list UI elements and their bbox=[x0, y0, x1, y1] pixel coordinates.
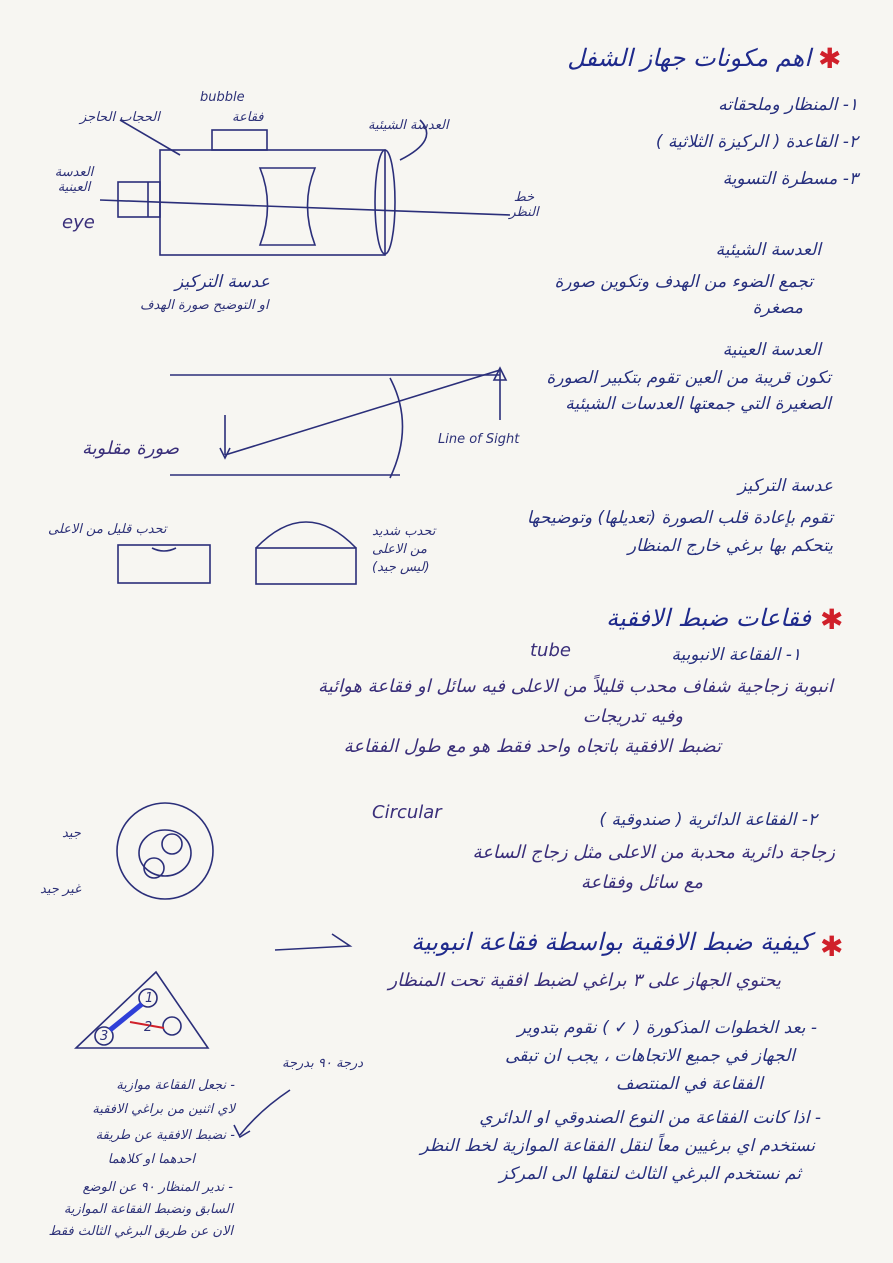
tube-bubble-line-1: انبوبة زجاجية شفاف محدب قليلاً من الاعلى فيه سائل او فقاعة هوائية bbox=[318, 676, 833, 697]
section3-intro: يحتوي الجهاز على ٣ براغي لضبط افقية تحت المنظار bbox=[388, 970, 781, 991]
diaphragm-label: الحجاب الحاجز bbox=[80, 110, 160, 125]
bubble-label: bubble bbox=[200, 90, 245, 105]
tube-bubble-line-3: تضبط الافقية باتجاه واحد فقط هو مع طول الفقاعة bbox=[343, 736, 721, 757]
section3-title: كيفية ضبط الافقية بواسطة فقاعة انبوبية bbox=[411, 928, 811, 956]
left-note-4: احدهما او كلاهما bbox=[107, 1152, 195, 1167]
ray-diagram bbox=[160, 360, 540, 490]
component-item-1: ١- المنظار وملحقاته bbox=[718, 95, 858, 115]
eyepiece-label: العدسة العينية bbox=[54, 165, 94, 195]
bullet2-line-2: نستخدم اي برغيين معاً لنقل الفقاعة الموازية لخط النظر bbox=[420, 1136, 815, 1156]
red-star-icon: ✱ bbox=[820, 930, 844, 963]
tube-label: tube bbox=[530, 640, 571, 661]
focus-lens-title: عدسة التركيز bbox=[738, 476, 833, 496]
rotation-note: درجة ٩٠ بدرجة bbox=[282, 1056, 364, 1071]
arrow-mark bbox=[270, 926, 360, 956]
bullet1-line-1: - بعد الخطوات المذكورة ( ✓ ) نقوم بتدوير bbox=[517, 1018, 817, 1038]
objective-lens-title: العدسة الشيئية bbox=[715, 240, 821, 260]
rotation-arrow bbox=[230, 1085, 300, 1145]
strong-curvature-label-2: من الاعلى bbox=[372, 542, 427, 557]
focus-lens-line-2: يتحكم بها برغي خارج المنظار bbox=[627, 536, 833, 556]
left-note-3: - نضبط الافقية عن طريقة bbox=[95, 1128, 235, 1143]
screw-label-2: 2 bbox=[144, 1020, 153, 1035]
screw-label-1: 1 bbox=[145, 991, 154, 1006]
left-note-5: - ندير المنظار ٩٠ عن الوضع bbox=[82, 1180, 233, 1195]
bullet1-line-3: الفقاعة في المنتصف bbox=[616, 1074, 763, 1094]
tribrach-triangle-sketch bbox=[68, 966, 218, 1056]
section1-title: اهم مكونات جهاز الشفل bbox=[567, 44, 811, 72]
left-note-6: السابق ونضبط الفقاعة الموازية bbox=[63, 1202, 233, 1217]
circular-label: Circular bbox=[372, 802, 442, 823]
line-of-sight-label: Line of Sight bbox=[438, 432, 520, 447]
section2-title: فقاعات ضبط الافقية bbox=[606, 604, 811, 632]
bullet2-line-3: ثم نستخدم البرغي الثالث لنقلها الى المركز bbox=[499, 1164, 801, 1184]
left-note-2: لاي اثنين من براغي الافقية bbox=[92, 1102, 235, 1117]
screw-label-3: 3 bbox=[100, 1029, 109, 1044]
bullet1-line-2: الجهاز في جميع الاتجاهات ، يجب ان تبقى bbox=[505, 1046, 795, 1066]
slight-curvature-label: تحدب قليل من الاعلى bbox=[48, 522, 167, 537]
component-item-3: ٣- مسطرة التسوية bbox=[722, 169, 858, 189]
not-good-label: غير جيد bbox=[40, 882, 81, 897]
circular-bubble-line-2: مع سائل وفقاعة bbox=[580, 872, 703, 893]
strong-curvature-label-3: (ليس جيد) bbox=[372, 560, 430, 575]
component-item-2: ٢- القاعدة ( الركيزة الثلاثية ) bbox=[655, 132, 858, 152]
red-star-icon: ✱ bbox=[820, 603, 844, 636]
focus-lens-line-1: تقوم بإعادة قلب الصورة (تعديلها) وتوضيحها bbox=[526, 508, 833, 528]
eyepiece-lens-title: العدسة العينية bbox=[722, 340, 821, 360]
bubble-ar-label: فقاعة bbox=[232, 110, 264, 125]
eyepiece-lens-line-1: تكون قريبة من العين تقوم بتكبير الصورة bbox=[546, 368, 831, 388]
eye-label: eye bbox=[62, 212, 95, 233]
line-of-sight-ar-label: خط النظر bbox=[509, 190, 539, 220]
eyepiece-lens-line-2: الصغيرة التي جمعتها العدسات الشيئية bbox=[565, 394, 831, 414]
bullet2-line-1: - اذا كانت الفقاعة من النوع الصندوقي او الدائري bbox=[479, 1108, 821, 1128]
tube-bubble-title: ١- الفقاعة الانبوبية bbox=[671, 645, 801, 665]
circular-bubble-line-1: زجاجة دائرية محدبة من الاعلى مثل زجاج الساعة bbox=[472, 842, 835, 863]
tube-bubble-line-2: وفيه تدريجات bbox=[582, 706, 683, 727]
left-note-1: - نجعل الفقاعة موازية bbox=[116, 1078, 235, 1093]
objective-lens-line-1: تجمع الضوء من الهدف وتكوين صورة bbox=[554, 272, 813, 292]
objective-label: العدسة الشيئية bbox=[368, 118, 449, 133]
inverted-image-label: صورة مقلوبة bbox=[82, 438, 180, 459]
left-note-7: الان عن طريق البرغي الثالث فقط bbox=[48, 1224, 233, 1239]
circular-bubble-sketch bbox=[110, 798, 220, 904]
strong-curvature-label-1: تحدب شديد bbox=[372, 524, 436, 539]
circular-bubble-title: ٢- الفقاعة الدائرية ( صندوقية ) bbox=[599, 810, 817, 830]
focus-lens-label: عدسة التركيز bbox=[175, 272, 270, 292]
focus-lens-sub-label: او التوضيح صورة الهدف bbox=[140, 298, 269, 313]
red-star-icon: ✱ bbox=[818, 42, 842, 75]
objective-lens-line-2: مصغرة bbox=[752, 298, 803, 318]
good-label: جيد bbox=[62, 826, 81, 841]
